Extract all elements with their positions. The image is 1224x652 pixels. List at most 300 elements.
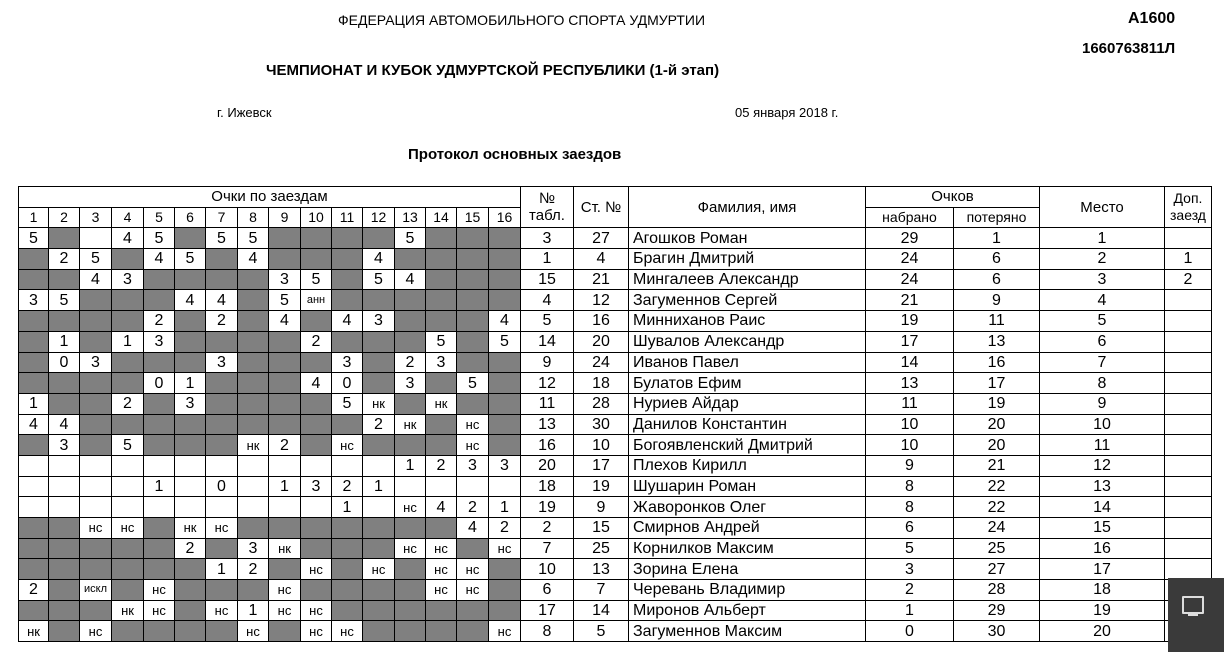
tabl-header: № табл. (521, 187, 574, 228)
blocked-cell (238, 269, 269, 290)
extra-heat-cell (1165, 538, 1212, 559)
heat-points-cell: 0 (332, 373, 363, 394)
blocked-cell (457, 311, 489, 332)
place-cell: 10 (1040, 414, 1165, 435)
heat-points-cell: 4 (19, 414, 49, 435)
driver-name-cell: Черевань Владимир (629, 580, 866, 601)
table-row (19, 455, 1212, 476)
heat-points-cell: 1 (19, 393, 49, 414)
blocked-cell (363, 435, 395, 456)
points-lost-cell: 24 (954, 518, 1040, 539)
heat-points-cell: 4 (144, 249, 175, 270)
blocked-cell (269, 518, 301, 539)
blocked-cell (301, 414, 332, 435)
heat-points-cell: 4 (301, 373, 332, 394)
heat-points-cell (395, 476, 426, 497)
blocked-cell (269, 621, 301, 642)
blocked-cell (426, 621, 457, 642)
blocked-cell (332, 290, 363, 311)
heat-points-cell: 3 (112, 269, 144, 290)
blocked-cell (112, 559, 144, 580)
blocked-cell (332, 228, 363, 249)
blocked-cell (489, 373, 521, 394)
heat-points-cell: нс (206, 518, 238, 539)
points-scored-cell: 19 (866, 311, 954, 332)
blocked-cell (269, 228, 301, 249)
taskbar-corner[interactable] (1168, 578, 1224, 652)
page-title: ЧЕМПИОНАТ И КУБОК УДМУРТСКОЙ РЕСПУБЛИКИ (1-й этап) (266, 62, 720, 79)
heat-points-cell: 2 (175, 538, 206, 559)
place-cell: 7 (1040, 352, 1165, 373)
driver-name-cell: Шушарин Роман (629, 476, 866, 497)
start-number-cell: 30 (574, 414, 629, 435)
blocked-cell (457, 228, 489, 249)
points-scored-cell: 10 (866, 435, 954, 456)
heat-number-header: 16 (489, 207, 521, 228)
blocked-cell (144, 518, 175, 539)
table-row (19, 518, 1212, 539)
heat-number-header: 15 (457, 207, 489, 228)
blocked-cell (206, 621, 238, 642)
driver-name-cell: Жаворонков Олег (629, 497, 866, 518)
blocked-cell (49, 228, 80, 249)
blocked-cell (112, 414, 144, 435)
points-lost-cell: 27 (954, 559, 1040, 580)
event-city: г. Ижевск (217, 105, 272, 120)
heat-points-cell: 3 (332, 352, 363, 373)
tabl-number-cell: 9 (521, 352, 574, 373)
heat-number-header: 8 (238, 207, 269, 228)
header-row-1 (19, 187, 1212, 208)
points-lost-cell: 22 (954, 497, 1040, 518)
blocked-cell (332, 580, 363, 601)
blocked-cell (49, 518, 80, 539)
blocked-cell (112, 538, 144, 559)
blocked-cell (80, 414, 112, 435)
extra-heat-cell (1165, 373, 1212, 394)
heat-points-cell: 5 (395, 228, 426, 249)
heat-points-cell: 5 (269, 290, 301, 311)
extra-heat-header: Доп. заезд (1165, 187, 1212, 228)
heat-points-cell (49, 476, 80, 497)
heat-points-cell: 2 (269, 435, 301, 456)
heat-points-cell: 2 (457, 497, 489, 518)
heat-points-cell: 4 (49, 414, 80, 435)
place-cell: 5 (1040, 311, 1165, 332)
heat-points-cell: 5 (19, 228, 49, 249)
heat-points-cell: нс (457, 580, 489, 601)
heat-points-cell: нк (395, 414, 426, 435)
heat-points-cell: 1 (332, 497, 363, 518)
blocked-cell (332, 600, 363, 621)
heat-points-cell: нк (269, 538, 301, 559)
heat-points-cell: 2 (19, 580, 49, 601)
tabl-number-cell: 12 (521, 373, 574, 394)
blocked-cell (301, 580, 332, 601)
heat-points-cell: 1 (395, 455, 426, 476)
monitor-icon[interactable] (1182, 596, 1204, 614)
extra-heat-cell (1165, 393, 1212, 414)
heat-points-cell: 5 (112, 435, 144, 456)
blocked-cell (457, 269, 489, 290)
points-lost-cell: 30 (954, 621, 1040, 642)
heat-points-cell: нс (80, 518, 112, 539)
tabl-number-cell: 14 (521, 331, 574, 352)
place-cell: 19 (1040, 600, 1165, 621)
blocked-cell (489, 600, 521, 621)
points-scored-cell: 11 (866, 393, 954, 414)
blocked-cell (489, 290, 521, 311)
tabl-number-cell: 2 (521, 518, 574, 539)
blocked-cell (206, 580, 238, 601)
heat-points-cell: нс (395, 497, 426, 518)
heat-points-cell: 5 (332, 393, 363, 414)
points-lost-cell: 11 (954, 311, 1040, 332)
table-row (19, 331, 1212, 352)
points-scored-cell: 6 (866, 518, 954, 539)
blocked-cell (426, 435, 457, 456)
extra-heat-cell (1165, 476, 1212, 497)
points-lost-cell: 6 (954, 249, 1040, 270)
heat-points-cell: 3 (19, 290, 49, 311)
heat-points-cell (426, 476, 457, 497)
heat-points-cell: нк (363, 393, 395, 414)
heat-points-cell: искл (80, 580, 112, 601)
driver-name-cell: Зорина Елена (629, 559, 866, 580)
heat-points-cell: 4 (426, 497, 457, 518)
blocked-cell (269, 393, 301, 414)
blocked-cell (301, 352, 332, 373)
blocked-cell (144, 393, 175, 414)
heat-points-cell (301, 455, 332, 476)
table-row (19, 290, 1212, 311)
heat-points-cell (19, 455, 49, 476)
blocked-cell (175, 559, 206, 580)
heat-number-header: 13 (395, 207, 426, 228)
results-body (19, 228, 1212, 642)
heat-points-cell: 2 (238, 559, 269, 580)
place-cell: 16 (1040, 538, 1165, 559)
driver-name-cell: Корнилков Максим (629, 538, 866, 559)
heat-points-cell: 3 (206, 352, 238, 373)
points-scored-cell: 8 (866, 497, 954, 518)
blocked-cell (489, 559, 521, 580)
blocked-cell (269, 559, 301, 580)
blocked-cell (112, 580, 144, 601)
points-scored-cell: 21 (866, 290, 954, 311)
heat-points-cell: 2 (395, 352, 426, 373)
blocked-cell (489, 414, 521, 435)
blocked-cell (363, 228, 395, 249)
blocked-cell (112, 249, 144, 270)
heat-points-cell (238, 476, 269, 497)
points-scored-cell: 1 (866, 600, 954, 621)
blocked-cell (332, 331, 363, 352)
blocked-cell (206, 269, 238, 290)
heat-points-cell: 4 (112, 228, 144, 249)
blocked-cell (19, 559, 49, 580)
blocked-cell (19, 352, 49, 373)
blocked-cell (426, 518, 457, 539)
heat-points-cell: нк (19, 621, 49, 642)
tabl-number-cell: 13 (521, 414, 574, 435)
blocked-cell (426, 600, 457, 621)
blocked-cell (238, 518, 269, 539)
table-row (19, 600, 1212, 621)
blocked-cell (144, 435, 175, 456)
start-number-cell: 7 (574, 580, 629, 601)
tabl-number-cell: 17 (521, 600, 574, 621)
blocked-cell (395, 311, 426, 332)
heat-points-cell: нк (112, 600, 144, 621)
heat-points-cell (269, 497, 301, 518)
heat-points-cell: 2 (332, 476, 363, 497)
table-row (19, 435, 1212, 456)
driver-name-cell: Богоявленский Дмитрий (629, 435, 866, 456)
heat-points-cell: 4 (395, 269, 426, 290)
blocked-cell (395, 331, 426, 352)
heat-points-cell: 5 (238, 228, 269, 249)
place-cell: 2 (1040, 249, 1165, 270)
blocked-cell (363, 373, 395, 394)
blocked-cell (363, 538, 395, 559)
blocked-cell (269, 331, 301, 352)
place-cell: 8 (1040, 373, 1165, 394)
blocked-cell (301, 435, 332, 456)
heat-points-cell (49, 455, 80, 476)
table-row (19, 497, 1212, 518)
heat-points-cell: 5 (80, 249, 112, 270)
start-number-cell: 27 (574, 228, 629, 249)
blocked-cell (49, 621, 80, 642)
points-scored-cell: 29 (866, 228, 954, 249)
blocked-cell (49, 373, 80, 394)
blocked-cell (19, 311, 49, 332)
heat-points-cell: нс (489, 621, 521, 642)
blocked-cell (144, 269, 175, 290)
blocked-cell (395, 290, 426, 311)
points-lost-cell: 29 (954, 600, 1040, 621)
blocked-cell (112, 352, 144, 373)
heat-points-cell: 4 (332, 311, 363, 332)
blocked-cell (49, 600, 80, 621)
blocked-cell (395, 435, 426, 456)
heat-points-cell: 5 (426, 331, 457, 352)
points-scored-cell: 14 (866, 352, 954, 373)
federation-name: ФЕДЕРАЦИЯ АВТОМОБИЛЬНОГО СПОРТА УДМУРТИИ (338, 12, 706, 28)
points-lost-cell: 13 (954, 331, 1040, 352)
blocked-cell (19, 600, 49, 621)
blocked-cell (175, 621, 206, 642)
place-cell: 15 (1040, 518, 1165, 539)
table-row (19, 538, 1212, 559)
heat-points-cell: 5 (489, 331, 521, 352)
heat-points-cell: 1 (49, 331, 80, 352)
extra-heat-cell (1165, 352, 1212, 373)
blocked-cell (269, 414, 301, 435)
heat-number-header: 2 (49, 207, 80, 228)
place-cell: 4 (1040, 290, 1165, 311)
monitor-stand (1188, 614, 1198, 616)
heat-points-cell (238, 497, 269, 518)
heat-points-cell: 1 (363, 476, 395, 497)
place-cell: 12 (1040, 455, 1165, 476)
heat-points-cell: 5 (49, 290, 80, 311)
start-number-cell: 24 (574, 352, 629, 373)
points-lost-cell: 28 (954, 580, 1040, 601)
points-lost-cell: 25 (954, 538, 1040, 559)
heat-points-cell: 1 (112, 331, 144, 352)
blocked-cell (457, 538, 489, 559)
points-lost-cell: 21 (954, 455, 1040, 476)
blocked-cell (175, 414, 206, 435)
points-scored-cell: 24 (866, 269, 954, 290)
blocked-cell (144, 290, 175, 311)
blocked-cell (489, 435, 521, 456)
heat-points-cell: 3 (49, 435, 80, 456)
blocked-cell (49, 580, 80, 601)
tabl-number-cell: 3 (521, 228, 574, 249)
table-row (19, 352, 1212, 373)
extra-heat-cell (1165, 518, 1212, 539)
blocked-cell (144, 538, 175, 559)
event-date: 05 января 2018 г. (735, 105, 839, 120)
driver-name-cell: Минниханов Раис (629, 311, 866, 332)
blocked-cell (269, 373, 301, 394)
blocked-cell (175, 331, 206, 352)
driver-name-cell: Шувалов Александр (629, 331, 866, 352)
blocked-cell (206, 249, 238, 270)
heat-points-cell: 1 (175, 373, 206, 394)
start-number-cell: 18 (574, 373, 629, 394)
heat-points-cell: 4 (206, 290, 238, 311)
heat-points-cell (19, 497, 49, 518)
heat-points-cell (80, 228, 112, 249)
place-cell: 1 (1040, 228, 1165, 249)
points-scored-cell: 3 (866, 559, 954, 580)
blocked-cell (426, 269, 457, 290)
blocked-cell (80, 435, 112, 456)
driver-name-cell: Загуменнов Сергей (629, 290, 866, 311)
blocked-cell (395, 249, 426, 270)
heat-points-cell: 4 (363, 249, 395, 270)
tabl-number-cell: 5 (521, 311, 574, 332)
blocked-cell (489, 249, 521, 270)
heat-points-cell: 3 (144, 331, 175, 352)
blocked-cell (49, 538, 80, 559)
points-scored-cell: 24 (866, 249, 954, 270)
heat-points-cell: 5 (363, 269, 395, 290)
heat-points-cell: 2 (489, 518, 521, 539)
blocked-cell (426, 414, 457, 435)
heat-points-cell (112, 455, 144, 476)
heat-points-cell: 5 (457, 373, 489, 394)
heat-points-cell: 5 (175, 249, 206, 270)
blocked-cell (80, 311, 112, 332)
start-number-cell: 15 (574, 518, 629, 539)
heat-points-cell: 4 (175, 290, 206, 311)
blocked-cell (206, 435, 238, 456)
points-lost-cell: 20 (954, 435, 1040, 456)
heat-points-cell: нк (175, 518, 206, 539)
blocked-cell (238, 331, 269, 352)
blocked-cell (457, 331, 489, 352)
table-row (19, 414, 1212, 435)
heat-points-cell: нс (269, 580, 301, 601)
heat-points-cell: 2 (144, 311, 175, 332)
heat-points-cell (80, 455, 112, 476)
blocked-cell (80, 393, 112, 414)
heat-points-cell: нс (301, 559, 332, 580)
heat-points-cell (332, 455, 363, 476)
blocked-cell (238, 311, 269, 332)
table-row (19, 476, 1212, 497)
heat-points-cell (112, 497, 144, 518)
blocked-cell (426, 249, 457, 270)
points-lost-cell: 19 (954, 393, 1040, 414)
start-number-cell: 25 (574, 538, 629, 559)
heat-points-cell (144, 497, 175, 518)
start-number-cell: 5 (574, 621, 629, 642)
tabl-number-cell: 20 (521, 455, 574, 476)
heat-points-cell (269, 455, 301, 476)
table-row (19, 249, 1212, 270)
heat-points-cell: 5 (144, 228, 175, 249)
heat-points-cell (175, 476, 206, 497)
tabl-number-cell: 18 (521, 476, 574, 497)
points-lost-cell: 9 (954, 290, 1040, 311)
place-cell: 11 (1040, 435, 1165, 456)
points-lost-cell: 16 (954, 352, 1040, 373)
extra-heat-cell (1165, 290, 1212, 311)
blocked-cell (112, 621, 144, 642)
points-scored-cell: 13 (866, 373, 954, 394)
blocked-cell (49, 269, 80, 290)
start-number-cell: 17 (574, 455, 629, 476)
blocked-cell (395, 621, 426, 642)
blocked-cell (395, 559, 426, 580)
tabl-number-cell: 7 (521, 538, 574, 559)
blocked-cell (426, 228, 457, 249)
heat-points-cell (238, 455, 269, 476)
heat-points-cell: нс (363, 559, 395, 580)
table-row (19, 393, 1212, 414)
heat-points-cell: 2 (426, 455, 457, 476)
blocked-cell (489, 228, 521, 249)
heat-points-cell: 3 (363, 311, 395, 332)
table-row (19, 269, 1212, 290)
start-number-cell: 16 (574, 311, 629, 332)
heat-points-cell: анн (301, 290, 332, 311)
tabl-number-cell: 11 (521, 393, 574, 414)
protocol-title: Протокол основных заездов (408, 146, 622, 163)
blocked-cell (395, 580, 426, 601)
points-scored-cell: 8 (866, 476, 954, 497)
extra-heat-cell (1165, 497, 1212, 518)
points-scored-cell: 0 (866, 621, 954, 642)
heat-points-cell (206, 497, 238, 518)
heat-points-cell (175, 455, 206, 476)
driver-name-cell: Агошков Роман (629, 228, 866, 249)
heat-points-cell: 4 (489, 311, 521, 332)
blocked-cell (395, 393, 426, 414)
blocked-cell (112, 373, 144, 394)
blocked-cell (301, 538, 332, 559)
heat-points-cell: нс (206, 600, 238, 621)
heat-points-cell: нс (144, 600, 175, 621)
heat-points-cell: 3 (175, 393, 206, 414)
blocked-cell (19, 373, 49, 394)
